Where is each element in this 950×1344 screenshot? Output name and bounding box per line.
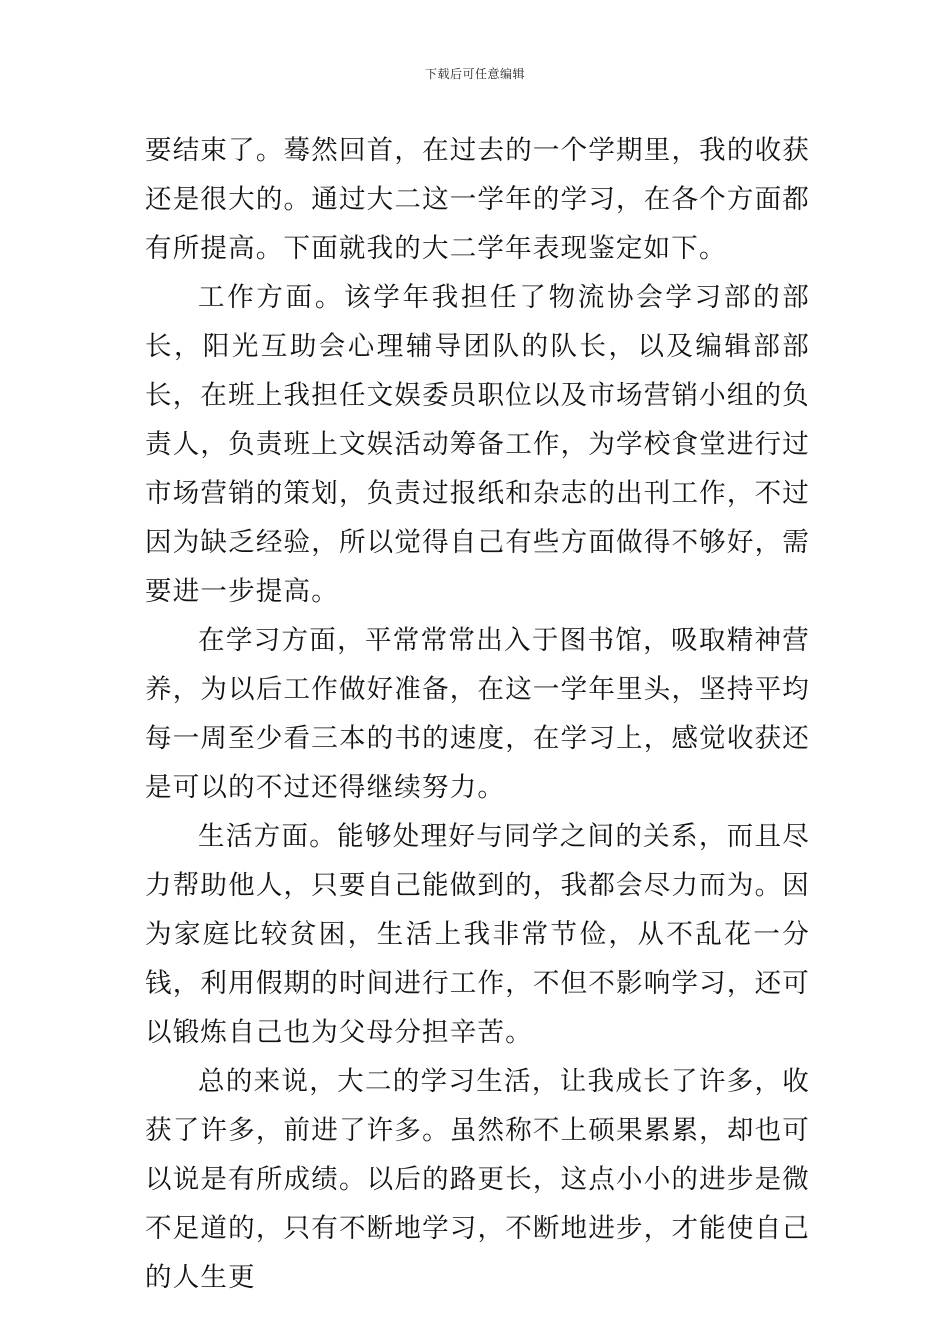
paragraph-work: 工作方面。该学年我担任了物流协会学习部的部长，阳光互助会心理辅导团队的队长，以及编辑部部长，在班上我担任文娱委员职位以及市场营销小组的负责人，负责班上文娱活动筹备工作，为学校食堂进行过市场营销的策划，负责过报纸和杂志的出刊工作，不过因为缺乏经验，所以觉得自己有些方面做得不够好，需要进一步提高。 [145, 282, 810, 607]
paragraph-summary: 总的来说，大二的学习生活，让我成长了许多，收获了许多，前进了许多。虽然称不上硕果累累，却也可以说是有所成绩。以后的路更长，这点小小的进步是微不足道的，只有不断地学习，不断地进步，才能使自己的人生更 [145, 1066, 810, 1293]
paragraph-study: 在学习方面，平常常常出入于图书馆，吸取精神营养，为以后工作做好准备，在这一学年里头，坚持平均每一周至少看三本的书的速度，在学习上，感觉收获还是可以的不过还得继续努力。 [145, 625, 810, 803]
paragraph-intro: 要结束了。蓦然回首，在过去的一个学期里，我的收获还是很大的。通过大二这一学年的学习，在各个方面都有所提高。下面就我的大二学年表现鉴定如下。 [145, 135, 810, 264]
document-body [145, 126, 810, 1302]
paragraph-life: 生活方面。能够处理好与同学之间的关系，而且尽力帮助他人，只要自己能做到的，我都会尽力而为。因为家庭比较贫困，生活上我非常节俭，从不乱花一分钱，利用假期的时间进行工作，不但不影响学习，还可以锻炼自己也为父母分担辛苦。 [145, 821, 810, 1048]
page-header-note: 下载后可任意编辑 [424, 67, 525, 81]
